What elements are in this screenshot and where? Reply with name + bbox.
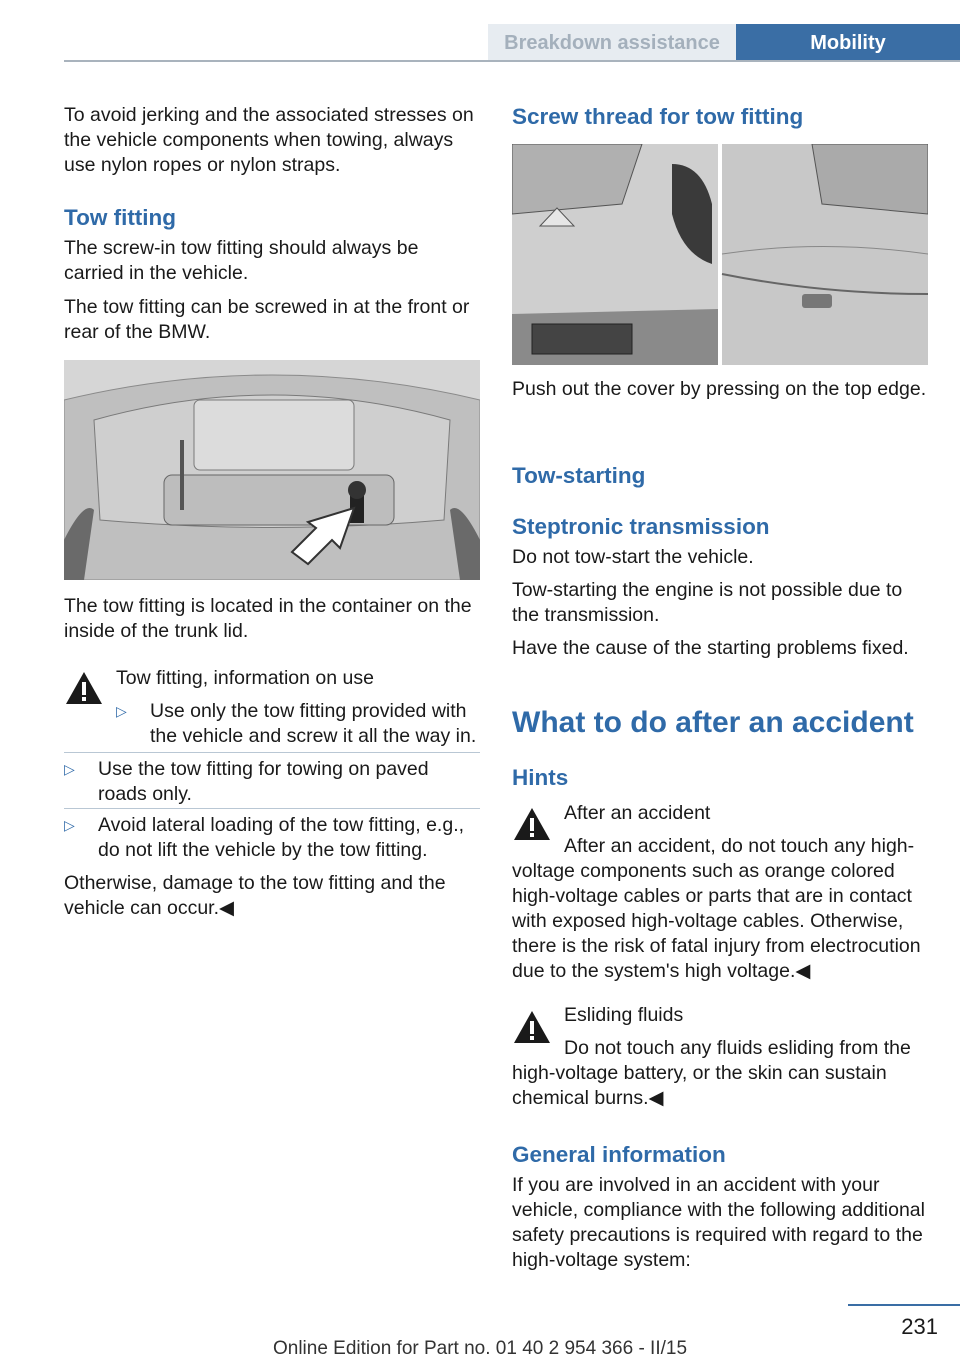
- fluids-warning-paragraph: Do not touch any fluids esliding from the high-voltage battery, or the skin can sustain chemical burns.◀: [512, 1037, 911, 1109]
- towing-ropes-paragraph: To avoid jerking and the associated stresses on the vehicle components when towing, always use nylon ropes or nylon straps.: [64, 104, 474, 176]
- general-information-heading: General information: [512, 1142, 726, 1167]
- warning-title-after-accident: After an accident: [564, 802, 711, 824]
- header-section-label: Breakdown assistance: [488, 24, 736, 62]
- high-voltage-warning-paragraph: After an accident, do not touch any high-voltage components such as orange colored high-voltage cables or parts that are in contact with exposed high-voltage cables. Otherwise, there is the risk of fatal injury from electrocution due to the system's high voltage.◀: [512, 835, 921, 982]
- warning-title-tow-fitting: Tow fitting, information on use: [116, 667, 374, 689]
- trunk-lid-illustration: [64, 360, 480, 580]
- warning-title-esliding-fluids: Esliding fluids: [564, 1004, 684, 1026]
- tow-fitting-location-paragraph: The tow fitting can be screwed in at the front or rear of the BMW.: [64, 296, 470, 343]
- push-cover-paragraph: Push out the cover by pressing on the top edge.: [512, 378, 927, 400]
- tow-fitting-carry-paragraph: The screw-in tow fitting should always be carried in the vehicle.: [64, 237, 419, 284]
- header-chapter-tab: Mobility: [736, 24, 960, 62]
- fix-starting-problems-paragraph: Have the cause of the starting problems fixed.: [512, 637, 909, 659]
- trunk-container-paragraph: The tow fitting is located in the container on the inside of the trunk lid.: [64, 595, 472, 642]
- bumper-cover-illustration: [512, 144, 928, 365]
- general-information-paragraph: If you are involved in an accident with your vehicle, compliance with the following additional safety precautions is required with regard to the high-voltage system:: [512, 1174, 925, 1271]
- no-tow-start-paragraph: Do not tow-start the vehicle.: [512, 546, 754, 568]
- triangle-bullet-icon: ▷: [64, 817, 75, 833]
- tow-fitting-heading: Tow fitting: [64, 205, 177, 230]
- online-edition-footer: Online Edition for Part no. 01 40 2 954 366 - II/15: [272, 1338, 688, 1359]
- screw-thread-image: [512, 144, 928, 365]
- screw-thread-heading: Screw thread for tow fitting: [512, 104, 804, 129]
- page-number-rule: [848, 1304, 960, 1306]
- list-divider: [64, 752, 480, 753]
- tow-start-not-possible-paragraph: Tow-starting the engine is not possible due to the transmission.: [512, 579, 903, 626]
- steptronic-heading: Steptronic transmission: [512, 514, 770, 539]
- warning-triangle-icon: [64, 670, 104, 706]
- damage-warning-paragraph: Otherwise, damage to the tow fitting and the vehicle can occur.◀: [64, 872, 446, 919]
- accident-heading: What to do after an accident: [512, 706, 914, 739]
- tow-starting-heading: Tow-starting: [512, 463, 646, 488]
- list-divider: [64, 808, 480, 809]
- triangle-bullet-icon: ▷: [64, 761, 75, 777]
- triangle-bullet-icon: ▷: [116, 703, 127, 719]
- trunk-lid-tow-fitting-image: [64, 360, 480, 580]
- header-divider: [64, 60, 960, 62]
- page-number: 231: [901, 1314, 938, 1339]
- hints-heading: Hints: [512, 765, 569, 790]
